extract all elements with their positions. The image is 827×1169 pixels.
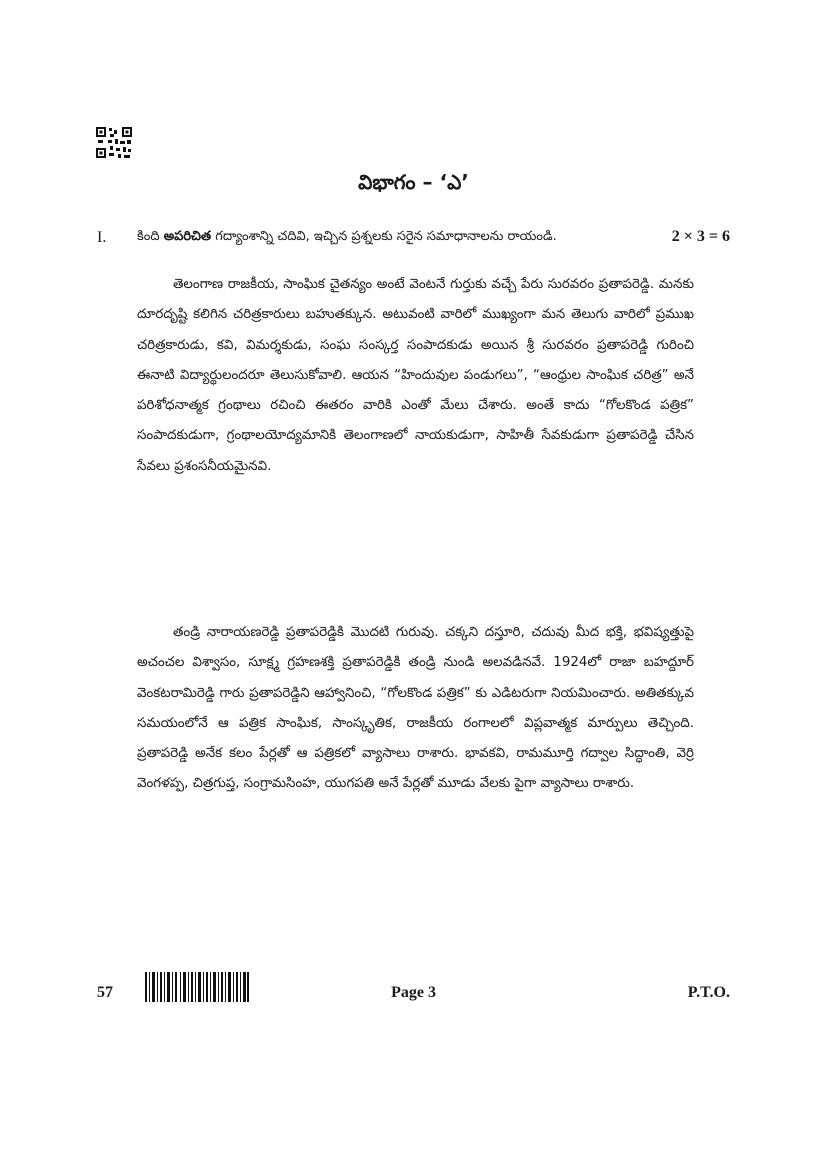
question-number: I. [97,229,107,246]
paper-code: 57 [97,984,113,1001]
please-turn-over: P.T.O. [687,984,730,1001]
instruction-pre: కింది [137,229,164,244]
page-footer [0,982,827,1006]
question-instruction [137,229,657,247]
page-number: Page 3 [391,984,436,1001]
qr-code-icon [96,127,132,159]
passage-paragraph-2: తండ్రి నారాయణరెడ్డి ప్రతాపరెడ్డికి మొదటి గురువు. చక్కని దస్తూరి, చదువు మీద భక్తి, భవిష్యత్తుపై అచంచల విశ్వాసం, సూక్ష్మ గ్రహణశక్తి ప్రతాపరెడ్డికి తండ్రి నుండి అలవడినవే. 1924లో రాజా బహద్దూర్ వెంకటరామిరెడ్డి గారు ప్రతాపరెడ్డిని ఆహ్వానించి, “గోలకొండ పత్రిక” కు ఎడిటరుగా నియమించారు. అతితక్కువ సమయంలోనే ఆ పత్రిక సాంఘిక, సాంస్కృతిక, రాజకీయ రంగాలలో విప్లవాత్మక మార్పులు తెచ్చింది. ప్రతాపరెడ్డి అనేక కలం పేర్లతో ఆ పత్రికలో వ్యాసాలు రాశారు. భావకవి, రామమూర్తి గద్వాల సిద్ధాంతి, వెర్రి వెంగళప్ప, చిత్రగుప్త, సంగ్రామసింహ, యుగపతి అనే పేర్లతో మూడు వేలకు పైగా వ్యాసాలు రాశారు. [137,625,694,792]
question-marks: 2 × 3 = 6 [671,228,730,245]
passage-paragraph-1: తెలంగాణ రాజకీయ, సాంఘిక చైతన్యం అంటే వెంటనే గుర్తుకు వచ్చే పేరు సురవరం ప్రతాపరెడ్డి. మనకు దూరదృష్టి కలిగిన చరిత్రకారులు బహుతక్కున. అటువంటి వారిలో ముఖ్యంగా మన తెలుగు వారిలో ప్రముఖ చరిత్రకారుడు, కవి, విమర్శకుడు, సంఘ సంస్కర్త సంపాదకుడు అయిన శ్రీ సురవరం ప్రతాపరెడ్డి గురించి ఈనాటి విద్యార్థులందరూ తెలుసుకోవాలి. ఆయన “హిందువుల పండుగలు”, “ఆంధ్రుల సాంఘిక చరిత్ర” అనే పరిశోధనాత్మక గ్రంథాలు రచించి ఈతరం వారికి ఎంతో మేలు చేశారు. అంతే కాదు “గోలకొండ పత్రిక” సంపాదకుడుగా, గ్రంథాలయోద్యమానికి తెలంగాణలో నాయకుడుగా, సాహితీ సేవకుడుగా ప్రతాపరెడ్డి చేసిన సేవలు ప్రశంసనీయమైనవి. [137,277,694,474]
section-title: విభాగం – ‘ఎ’ [358,170,469,194]
instruction-bold: అపరిచిత [163,229,212,244]
instruction-post: గద్యాంశాన్ని చదివి, ఇచ్చిన ప్రశ్నలకు సరైన సమాధానాలను రాయండి. [211,229,557,244]
